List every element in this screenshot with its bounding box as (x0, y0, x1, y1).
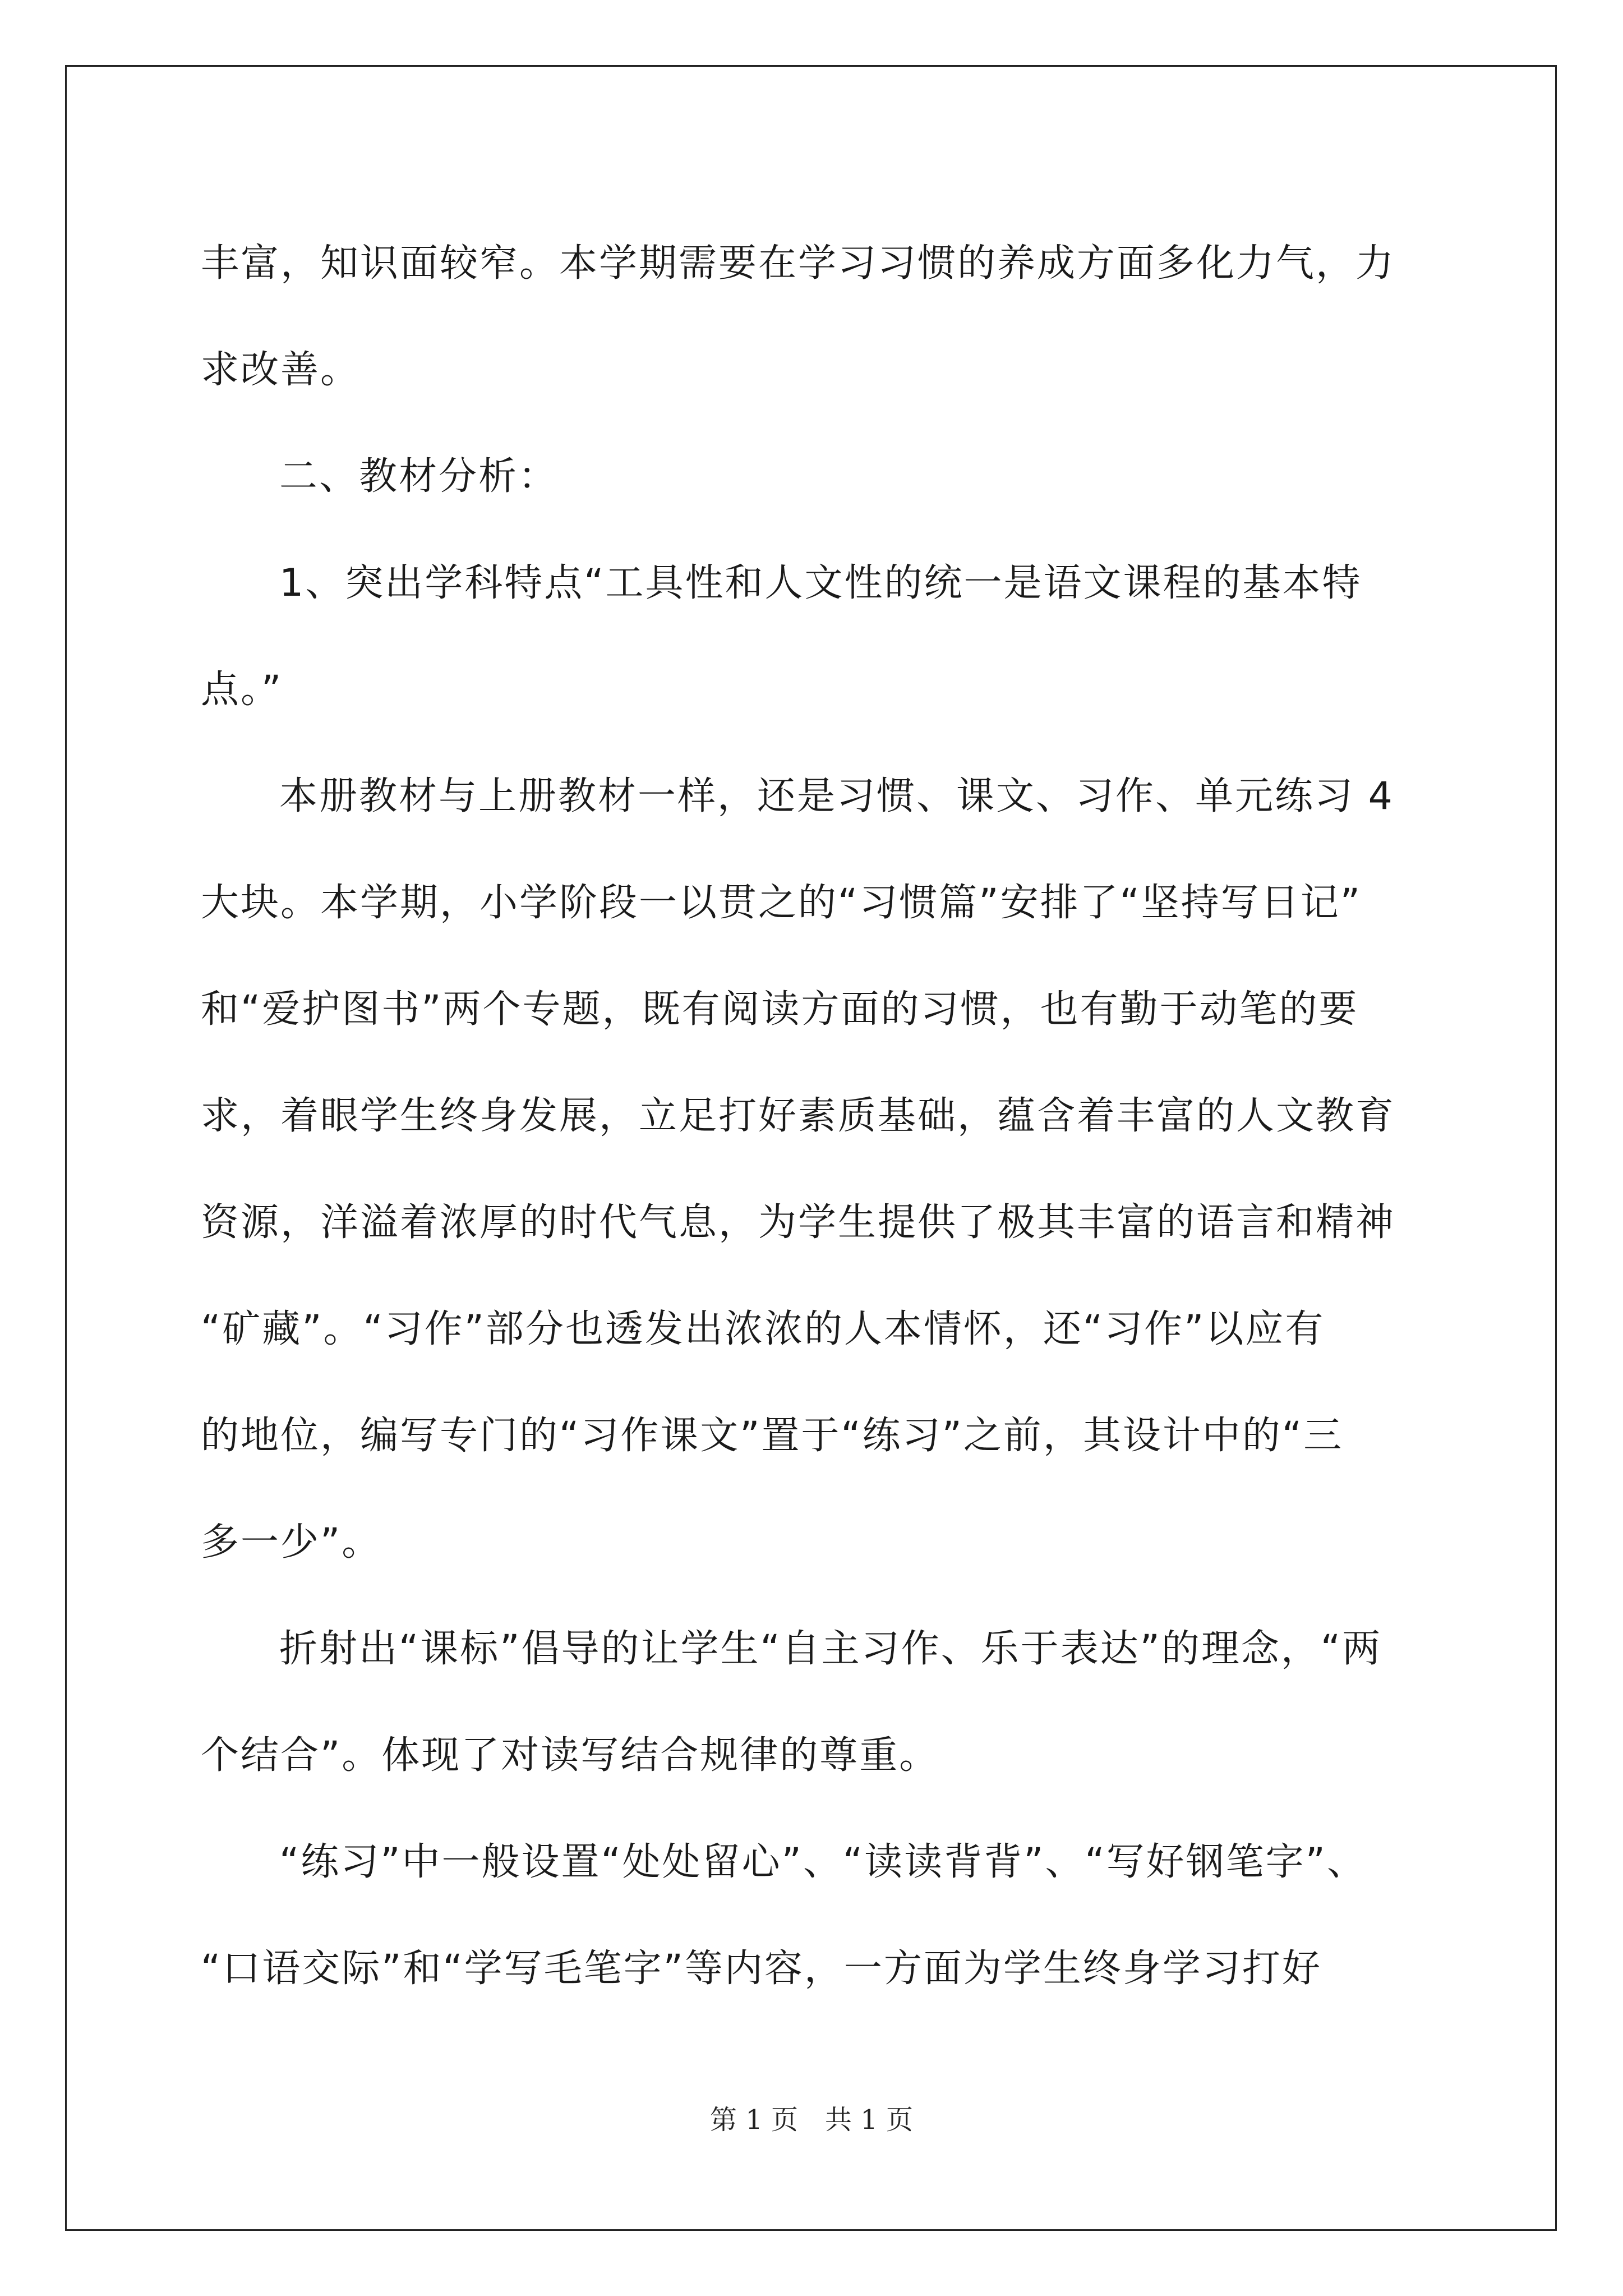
paragraph-line: 点。” (201, 668, 283, 712)
document-body (201, 210, 1479, 2022)
paragraph-line: 1、突出学科特点“工具性和人文性的统一是语文课程的基本特 (279, 561, 1362, 605)
paragraph-line: 资源，洋溢着浓厚的时代气息，为学生提供了极其丰富的语言和精神 (201, 1200, 1396, 1245)
paragraph-line: “练习”中一般设置“处处留心”、“读读背背”、“写好钢笔字”、 (279, 1840, 1367, 1884)
paragraph-line: “口语交际”和“学写毛笔字”等内容，一方面为学生终身学习打好 (201, 1947, 1322, 1991)
page-footer (0, 2098, 1623, 2137)
paragraph-line: 折射出“课标”倡导的让学生“自主习作、乐于表达”的理念，“两 (279, 1627, 1382, 1671)
paragraph-line: 的地位，编写专门的“习作课文”置于“练习”之前，其设计中的“三 (201, 1414, 1344, 1458)
paragraph-line: 本册教材与上册教材一样，还是习惯、课文、习作、单元练习 4 (279, 774, 1394, 818)
paragraph-line: 丰富，知识面较窄。本学期需要在学习习惯的养成方面多化力气，力 (201, 241, 1396, 286)
section-heading: 二、教材分析： (279, 454, 559, 499)
paragraph-line: 多一少”。 (201, 1520, 382, 1565)
page-number: 第 1 页 共 1 页 (709, 2104, 914, 2136)
paragraph-line: 大块。本学期，小学阶段一以贯之的“习惯篇”安排了“坚持写日记” (201, 881, 1362, 925)
paragraph-line: “矿藏”。“习作”部分也透发出浓浓的人本情怀，还“习作”以应有 (201, 1307, 1325, 1351)
paragraph-line: 和“爱护图书”两个专题，既有阅读方面的习惯，也有勤于动笔的要 (201, 987, 1359, 1032)
paragraph-line: 个结合”。体现了对读写结合规律的尊重。 (201, 1733, 939, 1778)
paragraph-line: 求，着眼学生终身发展，立足打好素质基础，蕴含着丰富的人文教育 (201, 1094, 1396, 1138)
paragraph-line: 求改善。 (201, 348, 361, 392)
